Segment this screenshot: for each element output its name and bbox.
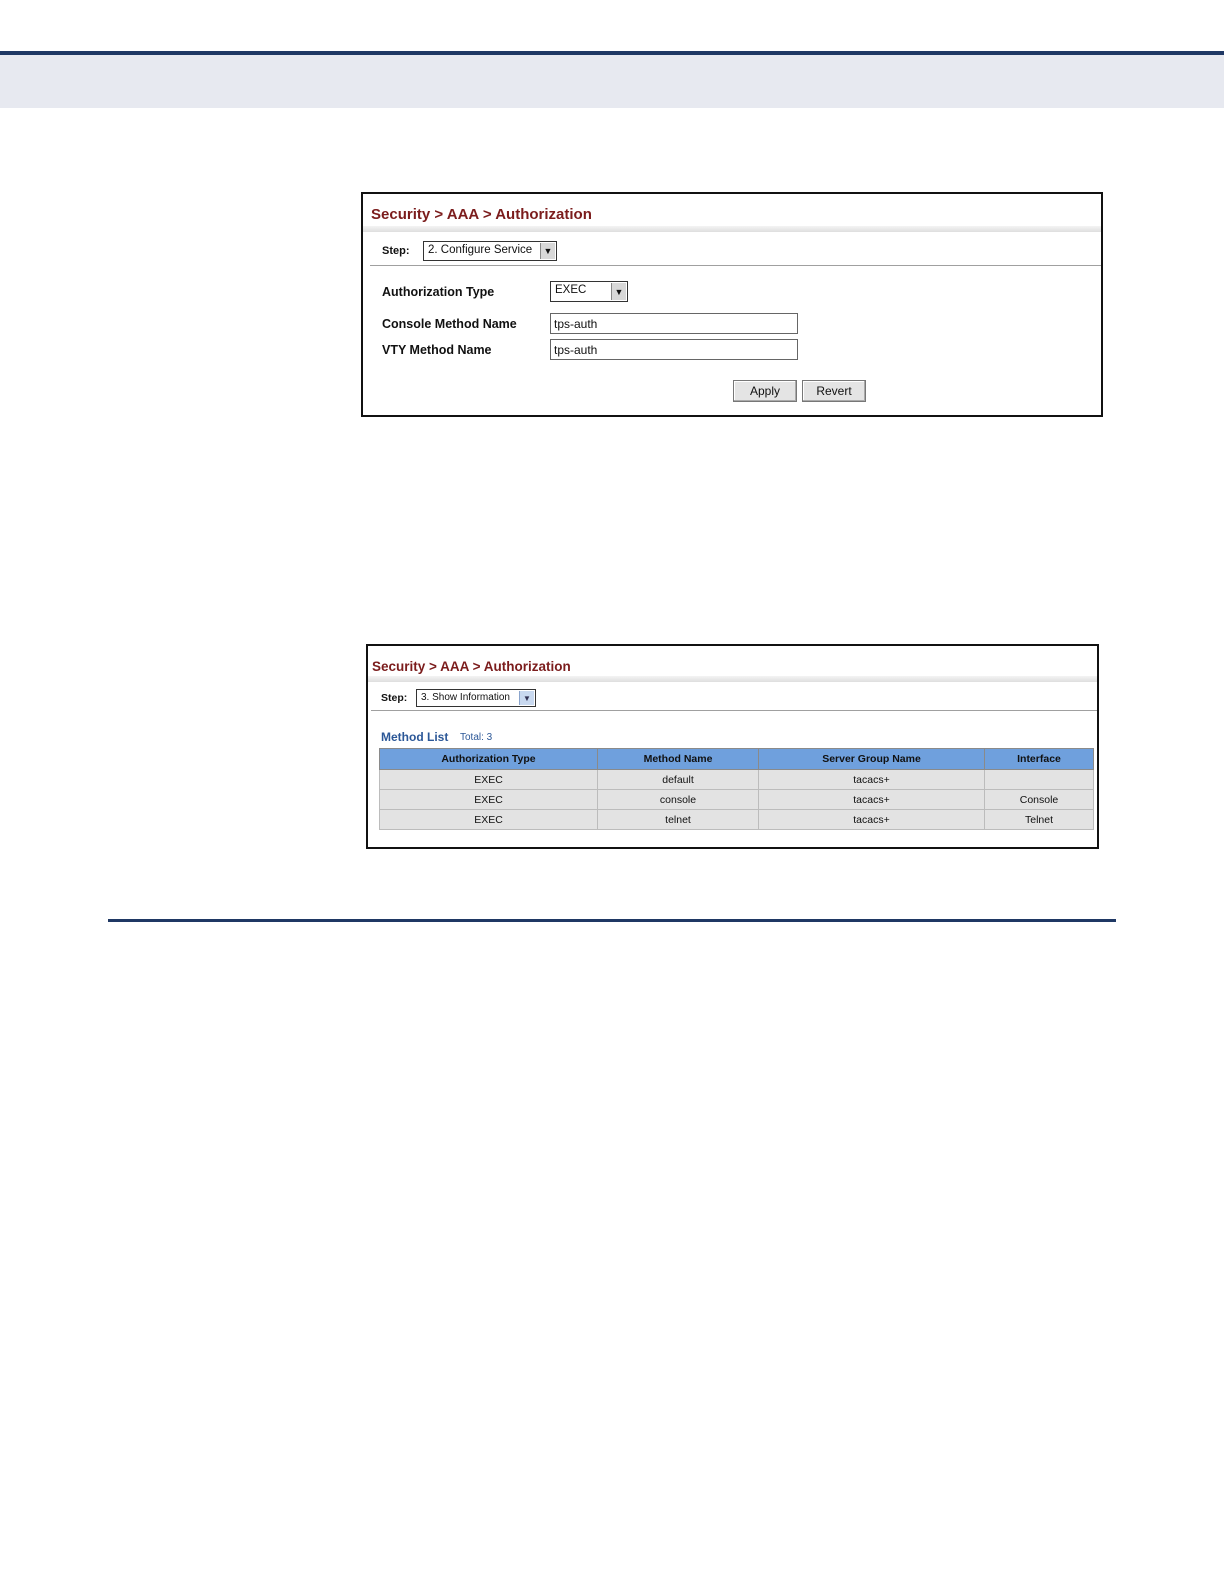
table-cell: tacacs+ <box>759 790 985 810</box>
method-list-total: Total: 3 <box>460 732 493 743</box>
authorization-type-select[interactable] <box>550 281 628 302</box>
revert-button[interactable]: Revert <box>802 380 866 402</box>
configure-service-panel <box>361 192 1103 417</box>
breadcrumb: Security > AAA > Authorization <box>371 206 592 223</box>
table-header-row <box>380 749 1094 770</box>
table-cell: tacacs+ <box>759 810 985 830</box>
table-cell: console <box>598 790 759 810</box>
step-select-value: 3. Show Information <box>421 692 510 703</box>
authorization-type-label: Authorization Type <box>382 285 495 299</box>
console-method-name-label: Console Method Name <box>382 317 517 331</box>
step-select-value: 2. Configure Service <box>428 244 533 256</box>
table-row <box>380 810 1094 830</box>
divider <box>371 710 1097 711</box>
chevron-down-icon[interactable]: ▼ <box>611 283 626 300</box>
table-cell: Console <box>985 790 1094 810</box>
title-band <box>368 676 1097 682</box>
method-list-table <box>379 748 1094 830</box>
column-header: Server Group Name <box>759 749 985 770</box>
table-cell <box>985 770 1094 790</box>
table-cell: default <box>598 770 759 790</box>
divider <box>370 265 1101 266</box>
table-row <box>380 790 1094 810</box>
step-select[interactable] <box>423 241 557 261</box>
column-header: Interface <box>985 749 1094 770</box>
chevron-down-icon[interactable]: ▼ <box>540 243 555 259</box>
show-information-panel <box>366 644 1099 849</box>
step-label: Step: <box>381 692 408 704</box>
breadcrumb: Security > AAA > Authorization <box>372 659 571 674</box>
table-cell: tacacs+ <box>759 770 985 790</box>
table-cell: EXEC <box>380 810 598 830</box>
table-cell: EXEC <box>380 770 598 790</box>
column-header: Method Name <box>598 749 759 770</box>
table-cell: Telnet <box>985 810 1094 830</box>
title-band <box>363 226 1101 232</box>
table-row <box>380 770 1094 790</box>
authorization-type-value: EXEC <box>555 284 587 296</box>
header-band <box>0 55 1224 108</box>
console-method-name-input[interactable] <box>550 313 798 334</box>
vty-method-name-input[interactable] <box>550 339 798 360</box>
step-select[interactable] <box>416 689 536 707</box>
chevron-down-icon[interactable]: ▼ <box>519 691 534 705</box>
vty-method-name-label: VTY Method Name <box>382 343 492 357</box>
apply-button[interactable]: Apply <box>733 380 797 402</box>
method-list-title: Method List <box>381 730 449 744</box>
column-header: Authorization Type <box>380 749 598 770</box>
table-cell: EXEC <box>380 790 598 810</box>
step-label: Step: <box>382 245 410 257</box>
footer-rule <box>108 919 1116 922</box>
table-cell: telnet <box>598 810 759 830</box>
